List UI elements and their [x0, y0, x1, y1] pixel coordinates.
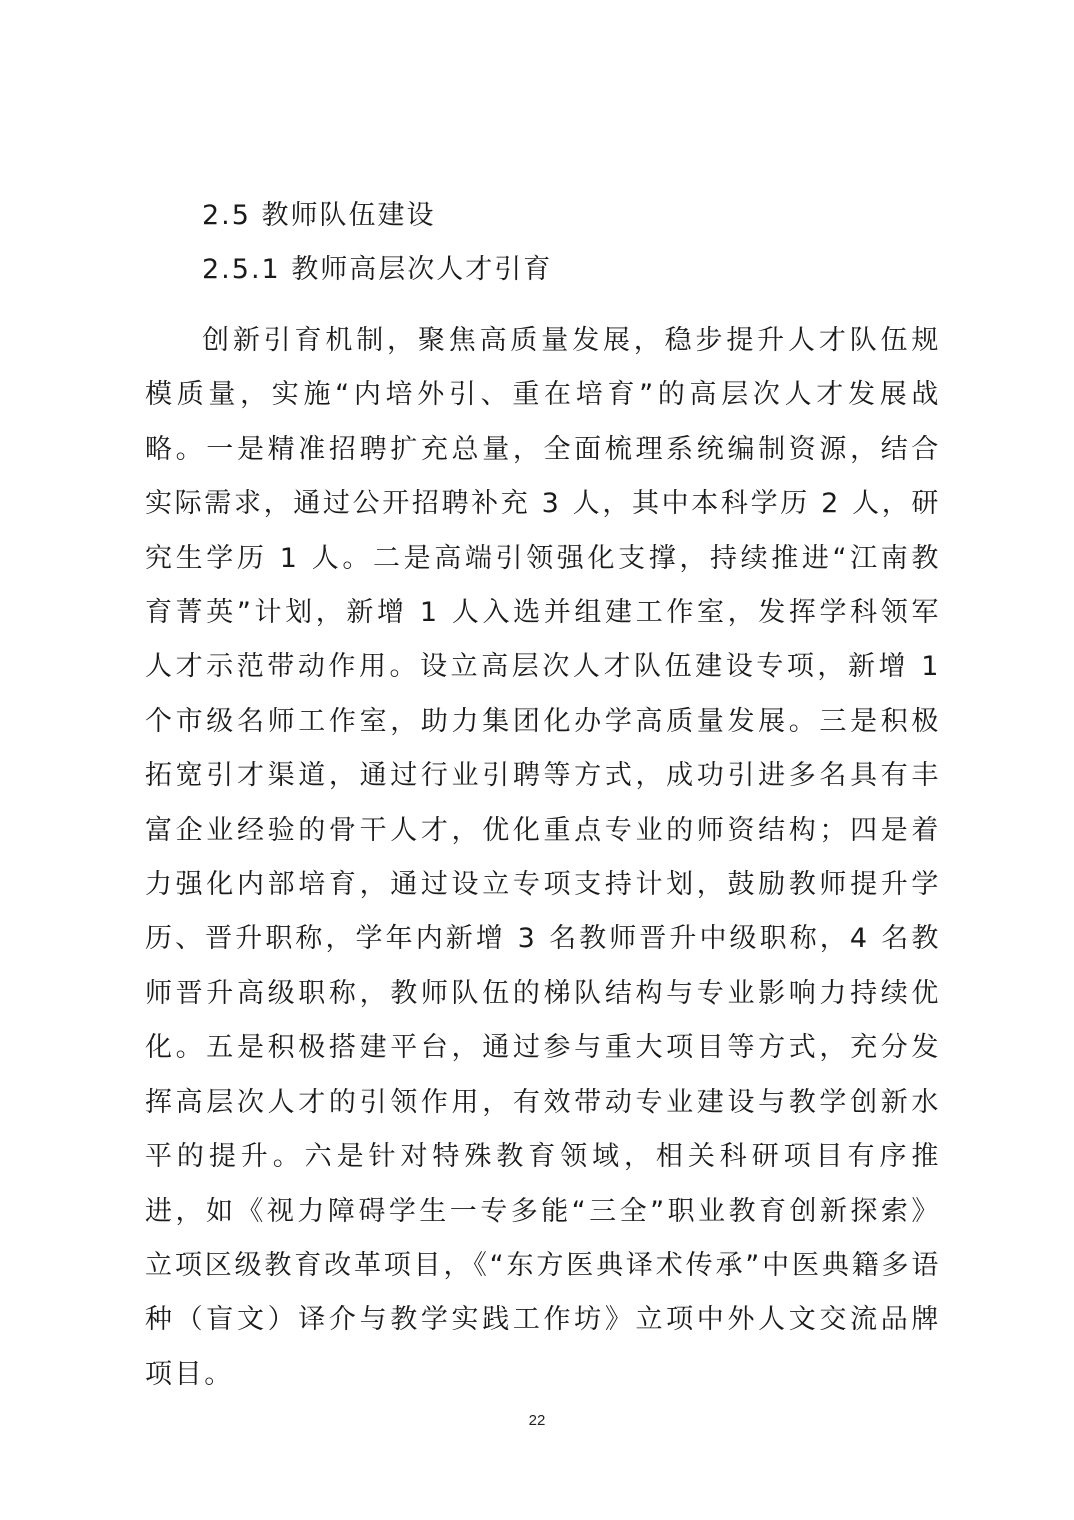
subsection-heading: 2.5.1 教师高层次人才引育 — [202, 254, 553, 285]
section-heading: 2.5 教师队伍建设 — [202, 200, 436, 231]
body-paragraph: 创新引育机制，聚焦高质量发展，稳步提升人才队伍规模质量，实施“内培外引、重在培育”的高层次人才发展战略。一是精准招聘扩充总量，全面梳理系统编制资源，结合实际需求，通过公开招聘补充 3 人，其中本科学历 2 人，研究生学历 1 人。二是高端引领强化支撑，持续推进“江南教育菁英”计划，新增 1 人入选并组建工作室，发挥学科领军人才示范带动作用。设立高层次人才队伍建设专项，新增 1 个市级名师工作室，助力集团化办学高质量发展。三是积极拓宽引才渠道，通过行业引聘等方式，成功引进多名具有丰富企业经验的骨干人才，优化重点专业的师资结构；四是着力强化内部培育，通过设立专项支持计划，鼓励教师提升学历、晋升职称，学年内新增 3 名教师晋升中级职称，4 名教师晋升高级职称，教师队伍的梯队结构与专业影响力持续优化。五是积极搭建平台，通过参与重大项目等方式，充分发挥高层次人才的引领作用，有效带动专业建设与教学创新水平的提升。六是针对特殊教育领域，相关科研项目有序推进，如《视力障碍学生一专多能“三全”职业教育创新探索》立项区级教育改革项目，《“东方医典译术传承”中医典籍多语种（盲文）译介与教学实践工作坊》立项中外人文交流品牌项目。 — [145, 325, 941, 1390]
page-number: 22 — [528, 1412, 546, 1429]
